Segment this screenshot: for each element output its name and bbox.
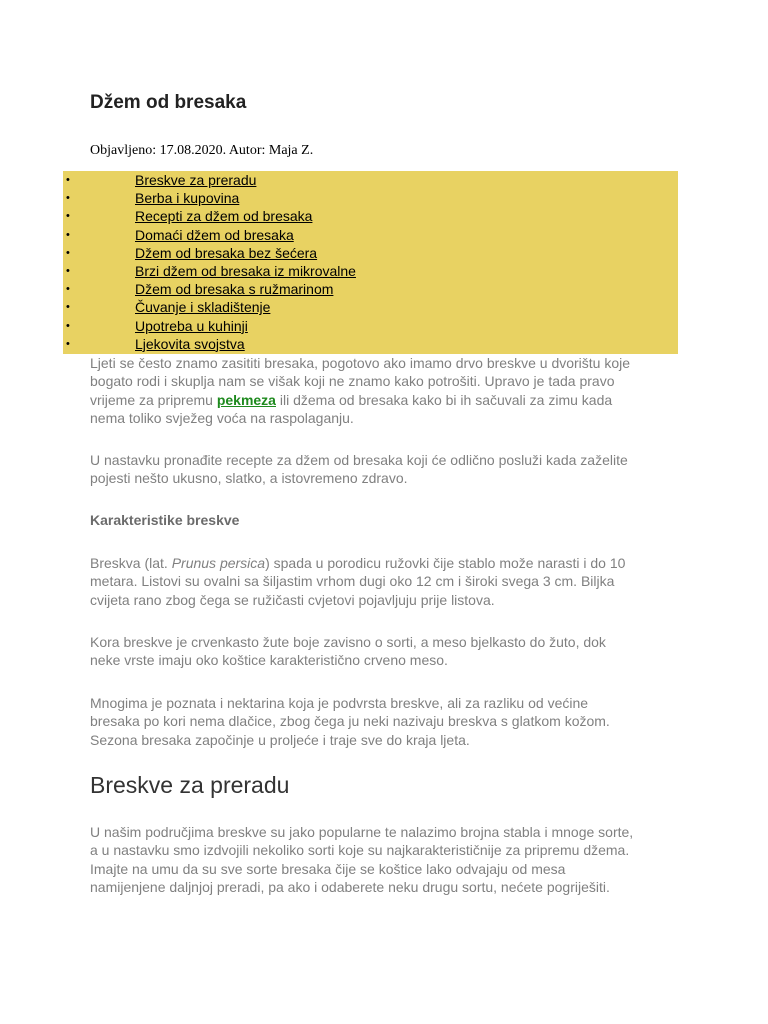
text-line: Ljeti se često znamo zasititi bresaka, pogotovo ako imamo drvo breskve u dvorištu koje [90, 355, 631, 371]
toc-link-domaci-dzem[interactable]: Domaći džem od bresaka [135, 226, 294, 243]
intro-paragraph-2 [90, 451, 680, 488]
text-fragment: ) spada u porodicu ružovki čije stablo može narasti i do 10 [265, 555, 626, 571]
text-line: namijenjene daljnjoj preradi, pa ako i odaberete neku drugu sortu, nećete pogriješiti. [90, 878, 610, 895]
text-line: U našim područjima breskve su jako popularne te nalazimo brojna stabla i mnoge sorte, [90, 824, 634, 840]
text-line: Imajte na umu da su sve sorte bresaka čije se koštice lako odvajaju od mesa [90, 860, 566, 877]
toc-item [63, 171, 678, 189]
text-line: Mnogima je poznata i nektarina koja je podvrsta breskve, ali za razliku od većine [90, 695, 589, 711]
publish-meta: Objavljeno: 17.08.2020. Autor: Maja Z. [90, 143, 314, 158]
toc-item [63, 262, 678, 280]
text-fragment: ili džema od bresaka kako bi ih sačuvali za zimu kada [275, 391, 613, 408]
toc-link-mikrovalna[interactable]: Brzi džem od bresaka iz mikrovalne [135, 262, 356, 279]
text-line: bogato rodi i skuplja nam se višak koji ne znamo kako potrošiti. Upravo je tada pravo [90, 373, 615, 390]
toc-item [63, 244, 678, 262]
text-line [90, 391, 680, 409]
page-title: Džem od bresaka [90, 92, 247, 113]
processing-paragraph [90, 823, 680, 896]
text-line: nema toliko svježeg voća na raspolaganju. [90, 409, 354, 426]
toc-item [63, 207, 678, 225]
toc-link-breskve-za-preradu[interactable]: Breskve za preradu [135, 172, 257, 188]
toc-item [63, 298, 678, 316]
toc-item [63, 280, 678, 298]
text-line: pojesti nešto ukusno, slatko, a istovremeno zdravo. [90, 470, 408, 487]
text-line [90, 554, 680, 572]
bullet-icon: • [66, 210, 70, 223]
toc-item [63, 189, 678, 207]
text-fragment: Breskva (lat. [90, 555, 172, 571]
section-heading-processing: Breskve za preradu [90, 772, 290, 798]
toc-link-bez-secera[interactable]: Džem od bresaka bez šećera [135, 244, 318, 261]
bullet-icon: • [66, 283, 70, 296]
latin-name: Prunus persica [171, 555, 266, 571]
toc-item [63, 335, 678, 353]
text-line: Kora breskve je crvenkasto žute boje zavisno o sorti, a meso bjelkasto do žuto, dok [90, 634, 606, 650]
toc-link-berba-i-kupovina[interactable]: Berba i kupovina [135, 190, 240, 207]
bullet-icon: • [66, 192, 70, 205]
text-line: Sezona bresaka započinje u proljeće i traje sve do kraja ljeta. [90, 731, 470, 748]
toc-item [63, 226, 678, 244]
text-line: U nastavku pronađite recepte za džem od bresaka koji će odlično posluži kada zaželite [90, 452, 628, 468]
characteristics-paragraph-1 [90, 554, 680, 609]
bullet-icon: • [66, 319, 70, 332]
text-line: bresaka po kori nema dlačice, zbog čega ju neki nazivaju breskva s glatkom kožom. [90, 713, 610, 730]
text-line: metara. Listovi su ovalni sa šiljastim vrhom dugi oko 12 cm i široki svega 3 cm. Biljka [90, 573, 615, 590]
bullet-icon: • [66, 301, 70, 314]
toc-link-cuvanje[interactable]: Čuvanje i skladištenje [135, 299, 271, 316]
characteristics-paragraph-2 [90, 633, 680, 670]
text-line: neke vrste imaju oko koštice karakteristično crveno meso. [90, 652, 448, 669]
bullet-icon: • [66, 246, 70, 259]
characteristics-paragraph-3 [90, 694, 680, 749]
pekmez-link[interactable]: pekmeza [216, 391, 276, 408]
toc-link-ruzmarin[interactable]: Džem od bresaka s ružmarinom [135, 281, 334, 298]
text-fragment: vrijeme za pripremu [90, 391, 217, 408]
toc-item [63, 317, 678, 335]
toc-link-upotreba[interactable]: Upotreba u kuhinji [135, 317, 248, 334]
bullet-icon: • [66, 174, 70, 186]
text-line: cvijeta rano zbog čega se ružičasti cvjetovi pojavljuju prije listova. [90, 591, 495, 608]
section-heading-characteristics: Karakteristike breskve [90, 512, 240, 528]
toc-link-recepti[interactable]: Recepti za džem od bresaka [135, 208, 313, 225]
text-line: a u nastavku smo izdvojili nekoliko sorti koje su najkarakterističnije za pripremu džema. [90, 842, 630, 859]
toc-link-ljekovita[interactable]: Ljekovita svojstva [135, 335, 245, 352]
bullet-icon: • [66, 264, 70, 277]
table-of-contents [63, 171, 678, 354]
bullet-icon: • [66, 228, 70, 241]
bullet-icon: • [66, 337, 70, 350]
intro-paragraph [90, 354, 680, 427]
